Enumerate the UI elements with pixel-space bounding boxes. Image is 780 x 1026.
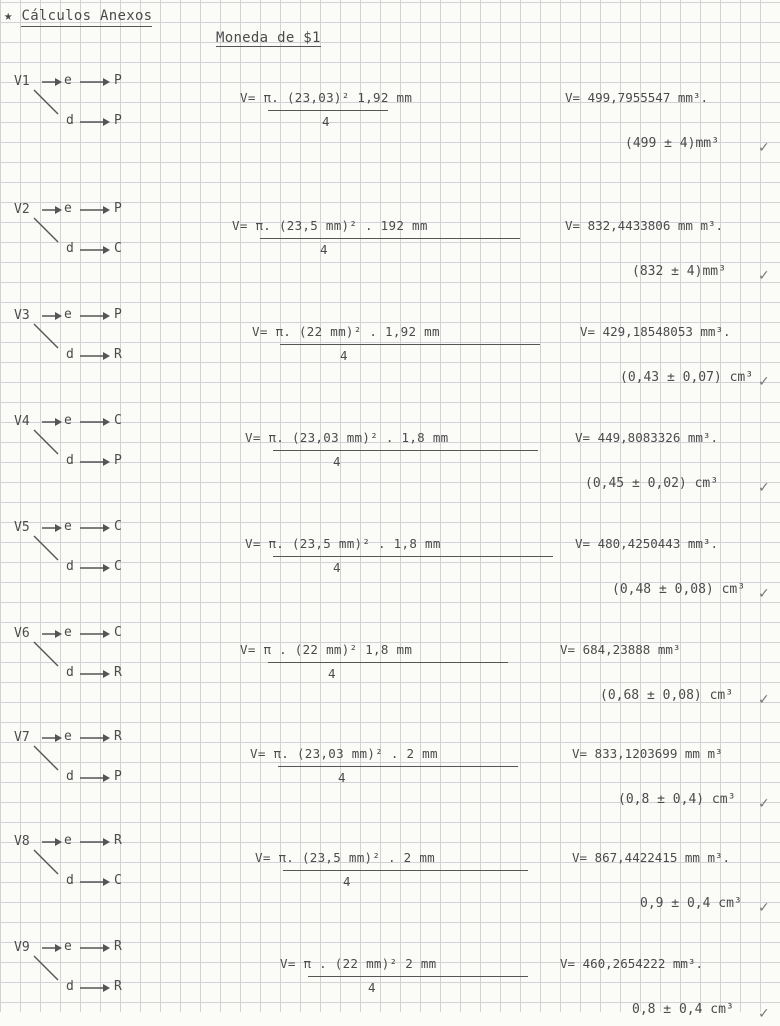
formula-denominator: 4 — [320, 242, 328, 257]
volume-tree — [0, 620, 180, 700]
arrow-head-icon — [103, 418, 110, 426]
formula-denominator: 4 — [322, 114, 330, 129]
volume-result: V= 480,4250443 mm³. — [575, 536, 718, 551]
volume-label: V9 — [14, 940, 30, 955]
volume-result: V= 499,7955547 mm³. — [565, 90, 708, 105]
volume-formula — [245, 430, 535, 500]
volume-tree — [0, 934, 180, 1014]
top-end-label: P — [114, 73, 122, 88]
bottom-end-label: C — [114, 241, 122, 256]
bottom-end-label: R — [114, 347, 122, 362]
volume-formula — [240, 90, 530, 160]
volume-label: V2 — [14, 202, 30, 217]
diagonal-line — [34, 430, 58, 454]
diagonal-line — [34, 850, 58, 874]
d-label: d — [66, 665, 74, 680]
formula-numerator: V= π. (23,03 mm)² . 2 mm — [250, 746, 438, 761]
d-label: d — [66, 559, 74, 574]
arrow-head-icon — [103, 206, 110, 214]
arrow-head-icon — [55, 418, 62, 426]
e-label: e — [64, 413, 72, 428]
d-label: d — [66, 979, 74, 994]
fraction-bar — [268, 110, 388, 111]
formula-denominator: 4 — [328, 666, 336, 681]
volume-tree — [0, 828, 180, 908]
bottom-end-label: R — [114, 665, 122, 680]
d-label: d — [66, 113, 74, 128]
e-label: e — [64, 939, 72, 954]
fraction-bar — [280, 344, 540, 345]
arrow-head-icon — [103, 352, 110, 360]
d-label: d — [66, 769, 74, 784]
e-label: e — [64, 519, 72, 534]
arrow-head-icon — [103, 78, 110, 86]
volume-label: V4 — [14, 414, 30, 429]
volume-tree — [0, 408, 180, 488]
check-mark-icon: ✓ — [758, 796, 770, 812]
arrow-head-icon — [55, 838, 62, 846]
volume-formula — [280, 956, 570, 1026]
d-label: d — [66, 873, 74, 888]
formula-numerator: V= π. (23,5 mm)² . 2 mm — [255, 850, 435, 865]
fraction-bar — [283, 870, 528, 871]
top-end-label: P — [114, 307, 122, 322]
star-icon: ★ — [4, 8, 13, 24]
check-mark-icon: ✓ — [758, 140, 770, 156]
volume-formula — [255, 850, 545, 920]
check-mark-icon: ✓ — [758, 1006, 770, 1022]
formula-denominator: 4 — [340, 348, 348, 363]
arrow-head-icon — [55, 206, 62, 214]
volume-result: V= 832,4433806 mm m³. — [565, 218, 724, 233]
arrow-head-icon — [55, 944, 62, 952]
volume-tree — [0, 302, 180, 382]
bottom-end-label: C — [114, 559, 122, 574]
volume-label: V8 — [14, 834, 30, 849]
arrow-head-icon — [103, 734, 110, 742]
volume-result: V= 833,1203699 mm m³ — [572, 746, 723, 761]
rounded-result: 0,8 ± 0,4 cm³ — [632, 1002, 734, 1017]
diagonal-line — [34, 956, 58, 980]
volume-label: V3 — [14, 308, 30, 323]
d-label: d — [66, 347, 74, 362]
arrow-head-icon — [103, 118, 110, 126]
volume-formula — [245, 536, 535, 606]
diagonal-line — [34, 642, 58, 666]
arrow-head-icon — [103, 564, 110, 572]
volume-label: V1 — [14, 74, 30, 89]
arrow-head-icon — [103, 838, 110, 846]
rounded-result: (0,45 ± 0,02) cm³ — [585, 476, 719, 491]
bottom-end-label: R — [114, 979, 122, 994]
volume-formula — [232, 218, 522, 288]
formula-denominator: 4 — [368, 980, 376, 995]
check-mark-icon: ✓ — [758, 480, 770, 496]
fraction-bar — [273, 450, 538, 451]
diagonal-line — [34, 218, 58, 242]
volume-formula — [250, 746, 540, 816]
arrow-head-icon — [103, 458, 110, 466]
volume-result: V= 449,8083326 mm³. — [575, 430, 718, 445]
top-end-label: C — [114, 625, 122, 640]
rounded-result: (0,68 ± 0,08) cm³ — [600, 688, 734, 703]
e-label: e — [64, 729, 72, 744]
section-heading: Moneda de $1 — [216, 30, 321, 46]
volume-formula — [252, 324, 542, 394]
rounded-result: (832 ± 4)mm³ — [632, 264, 726, 279]
arrow-head-icon — [103, 774, 110, 782]
diagonal-line — [34, 90, 58, 114]
fraction-bar — [260, 238, 520, 239]
volume-label: V7 — [14, 730, 30, 745]
volume-label: V6 — [14, 626, 30, 641]
check-mark-icon: ✓ — [758, 374, 770, 390]
e-label: e — [64, 625, 72, 640]
volume-result: V= 867,4422415 mm m³. — [572, 850, 731, 865]
e-label: e — [64, 833, 72, 848]
formula-numerator: V= π . (22 mm)² 2 mm — [280, 956, 437, 971]
bottom-end-label: P — [114, 113, 122, 128]
d-label: d — [66, 241, 74, 256]
formula-numerator: V= π . (22 mm)² 1,8 mm — [240, 642, 413, 657]
formula-numerator: V= π. (22 mm)² . 1,92 mm — [252, 324, 440, 339]
volume-result: V= 684,23888 mm³ — [560, 642, 681, 657]
volume-label: V5 — [14, 520, 30, 535]
arrow-head-icon — [103, 670, 110, 678]
rounded-result: (0,48 ± 0,08) cm³ — [612, 582, 746, 597]
top-end-label: R — [114, 939, 122, 954]
page-title — [4, 8, 152, 24]
diagonal-line — [34, 746, 58, 770]
arrow-head-icon — [103, 878, 110, 886]
e-label: e — [64, 201, 72, 216]
formula-numerator: V= π. (23,03 mm)² . 1,8 mm — [245, 430, 449, 445]
arrow-head-icon — [103, 984, 110, 992]
formula-numerator: V= π. (23,5 mm)² . 1,8 mm — [245, 536, 441, 551]
volume-tree — [0, 724, 180, 804]
check-mark-icon: ✓ — [758, 692, 770, 708]
formula-denominator: 4 — [333, 454, 341, 469]
d-label: d — [66, 453, 74, 468]
bottom-end-label: P — [114, 769, 122, 784]
e-label: e — [64, 73, 72, 88]
check-mark-icon: ✓ — [758, 900, 770, 916]
top-end-label: C — [114, 519, 122, 534]
diagonal-line — [34, 324, 58, 348]
volume-formula — [240, 642, 530, 712]
arrow-head-icon — [103, 630, 110, 638]
arrow-head-icon — [103, 246, 110, 254]
formula-numerator: V= π. (23,5 mm)² . 192 mm — [232, 218, 428, 233]
arrow-head-icon — [103, 524, 110, 532]
volume-tree — [0, 514, 180, 594]
fraction-bar — [273, 556, 553, 557]
fraction-bar — [278, 766, 518, 767]
formula-denominator: 4 — [333, 560, 341, 575]
e-label: e — [64, 307, 72, 322]
formula-denominator: 4 — [338, 770, 346, 785]
arrow-head-icon — [55, 524, 62, 532]
top-end-label: P — [114, 201, 122, 216]
bottom-end-label: C — [114, 873, 122, 888]
volume-result: V= 460,2654222 mm³. — [560, 956, 703, 971]
volume-tree — [0, 68, 180, 148]
top-end-label: R — [114, 833, 122, 848]
arrow-head-icon — [55, 78, 62, 86]
volume-tree — [0, 196, 180, 276]
check-mark-icon: ✓ — [758, 268, 770, 284]
formula-numerator: V= π. (23,03)² 1,92 mm — [240, 90, 413, 105]
check-mark-icon: ✓ — [758, 586, 770, 602]
volume-result: V= 429,18548053 mm³. — [580, 324, 731, 339]
top-end-label: R — [114, 729, 122, 744]
diagonal-line — [34, 536, 58, 560]
rounded-result: (0,8 ± 0,4) cm³ — [618, 792, 736, 807]
arrow-head-icon — [103, 312, 110, 320]
arrow-head-icon — [103, 944, 110, 952]
arrow-head-icon — [55, 312, 62, 320]
rounded-result: (0,43 ± 0,07) cm³ — [620, 370, 754, 385]
arrow-head-icon — [55, 734, 62, 742]
arrow-head-icon — [55, 630, 62, 638]
rounded-result: 0,9 ± 0,4 cm³ — [640, 896, 742, 911]
rounded-result: (499 ± 4)mm³ — [625, 136, 719, 151]
fraction-bar — [268, 662, 508, 663]
formula-denominator: 4 — [343, 874, 351, 889]
bottom-end-label: P — [114, 453, 122, 468]
top-end-label: C — [114, 413, 122, 428]
title-text: Cálculos Anexos — [21, 8, 152, 27]
fraction-bar — [308, 976, 528, 977]
